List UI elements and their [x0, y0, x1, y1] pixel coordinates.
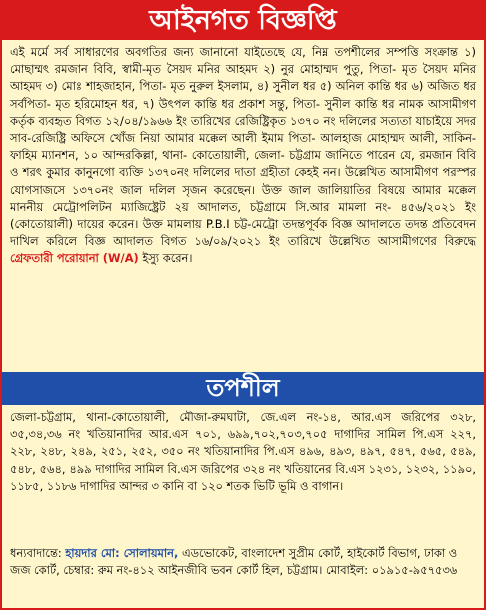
schedule-title: তপশীল [2, 372, 484, 405]
schedule-text: জেলা-চট্টগ্রাম, থানা-কোতোয়ালী, মৌজা-রুমঘাটা, জে.এল নং-১৪, আর.এস জরিপের ৩২৮, ৩৫,৩৪,৩৬ নং খতিয়ানাদির আর.এস ৭০১, ৬৯৯,৭০২,৭০৩,৭০৫ দাগাদির সামিল পি.এস ২২৭, ২২৮, ২৪৮, ২৪৯, ২৫১, ২৫২, ৩৫০ নং খতিয়ানাদির পি.এস ৪৯৬, ৪৯৩, ৪৯৭, ৫৪৭, ৫৬৫, ৫৪৯, ৫৪৮, ৫৬৪, ৪৯৯ দাগাদির সামিল বি.এস জরিপের ৩২৪ নং খতিয়ানের বি.এস ১২৩১, ১২৩২, ১১৯০, ১১৮৫, ১১৮৬ দাগাদির আন্দর ৩ কানি বা ১২০ শতক ভিটি ভূমি ও বাগান। [10, 410, 476, 493]
thanks-prefix: ধন্যবাদান্তে: [10, 546, 62, 560]
notice-body-end: ইস্যু করেন। [142, 251, 193, 266]
signature-block [10, 545, 476, 579]
advocate-name: হায়দার মো: সোলায়মান, [65, 546, 179, 560]
schedule-section [2, 405, 484, 608]
notice-title: আইনগত বিজ্ঞপ্তি [2, 2, 484, 40]
notice-body-text: এই মর্মে সর্ব সাধারণের অবগতির জন্য জানানো যাইতেছে যে, নিম্ন তপশীলের সম্পত্তি সংক্রান্ত ১) মোছাম্মৎ রমজান বিবি, স্বামী-মৃত সৈয়দ মনির আহমদ ২) নুর মোহাম্মদ পুতু, পিতা- মৃত সৈয়দ মনির আহমদ ৩) মোঃ শাহজাহান, পিতা- মৃত নুরুল ইসলাম, ৪) সুনীল ধর ৫) অনিল কান্তি ধর ৬) অজিত ধর সর্বপিতা- মৃত হরিমোহন ধর, ৭) উৎপল কান্তি ধর প্রকাশ সন্তু, পিতা- সুনীল কান্তি ধর নামক আসামীগণ কর্তৃক ব্যবহৃত বিগত ১২/০৪/১৯৬৬ ইং তারিখের রেজিষ্ট্রিকৃত ১৩৭০ নং দলিলের সত্যতা যাচাইয়ে সদর সাব-রেজিষ্ট্রি অফিসে খোঁজ নিয়া আমার মক্কেল আলী ইমাম পিতা- আলহাজ মোহাম্মদ আলী, সাকিন-ফাহিম ম্যানশন, ১০ আন্দরকিল্লা, থানা- কোতোয়ালী, জেলা- চট্টগ্রাম জানিতে পারেন যে, রমজান বিবি ও শরৎ কুমার কানুনগো ব্যক্তি ১৩৭০নং দলিলের দাতা গ্রহীতা কেহই নন। উল্লেখিত আসামীগণ পরস্পর যোগসাজসে ১৩৭০নং জাল দলিল সৃজন করেছেন। উক্ত জাল জালিয়াতির বিষয়ে আমার মক্কেল মাননীয় মেট্রোপলিটন ম্যাজিষ্ট্রেট ২য় আদালত, চট্টগ্রামে সি.আর মামলা নং- ৪৫৬/২০২১ ইং (কোতোয়ালী) দায়ের করেন। উক্ত মামলায় P.B.I চট্ট-মেট্রো তদন্তপূর্বক বিজ্ঞ আদালতে তদন্ত প্রতিবেদন দাখিল করিলে বিজ্ঞ আদালত বিগত ১৬/০৯/২০২১ ইং তারিখে উল্লেখিত আসামীগণের বিরুদ্ধে [10, 45, 476, 249]
notice-body-section [2, 40, 484, 372]
notice-body [10, 44, 476, 268]
advocate-details: এডভোকেট, বাংলাদেশ সুপ্রীম কোর্ট, হাইকোর্ট বিভাগ, ঢাকা ও জজ কোর্ট, চেম্বার: রুম নং-৪১২ আইনজীবি ভবন কোর্ট হিল, চট্টগ্রাম। মোবাইল: ০১৯১৫-৯৫৭৫৩৬ [10, 546, 458, 578]
arrest-warrant-text: গ্রেফতারী পরোয়ানা (W/A) [10, 251, 139, 266]
